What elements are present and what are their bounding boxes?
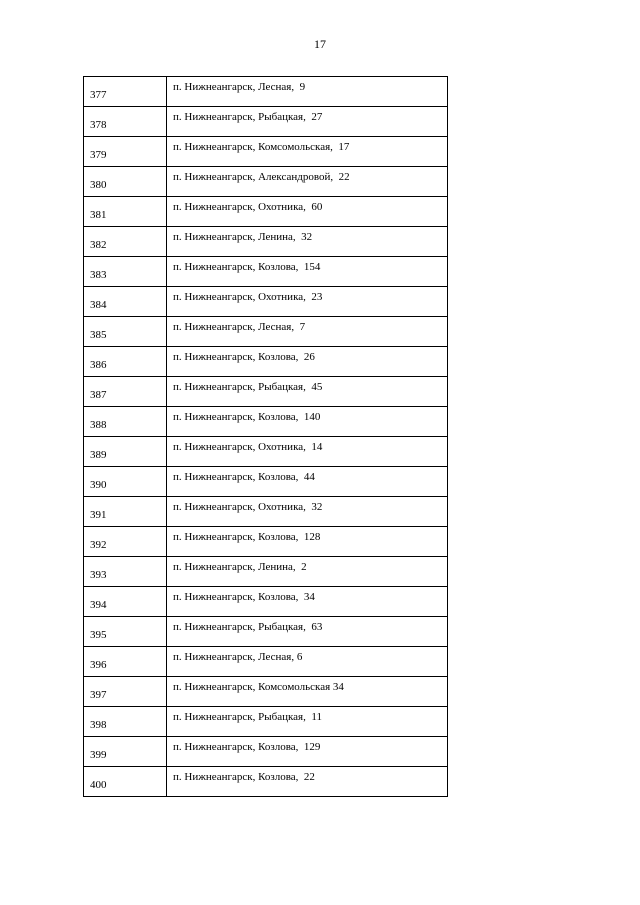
row-address: п. Нижнеангарск, Охотника, 60 bbox=[167, 197, 448, 227]
row-number: 395 bbox=[84, 617, 167, 647]
row-number: 381 bbox=[84, 197, 167, 227]
table-row bbox=[84, 107, 448, 137]
row-address: п. Нижнеангарск, Ленина, 2 bbox=[167, 557, 448, 587]
row-address: п. Нижнеангарск, Комсомольская 34 bbox=[167, 677, 448, 707]
address-table bbox=[83, 76, 448, 797]
row-number: 399 bbox=[84, 737, 167, 767]
row-number: 380 bbox=[84, 167, 167, 197]
table-row bbox=[84, 197, 448, 227]
table-row bbox=[84, 647, 448, 677]
row-number: 392 bbox=[84, 527, 167, 557]
row-address: п. Нижнеангарск, Рыбацкая, 27 bbox=[167, 107, 448, 137]
row-number: 382 bbox=[84, 227, 167, 257]
table-row bbox=[84, 467, 448, 497]
row-number: 377 bbox=[84, 77, 167, 107]
table-row bbox=[84, 407, 448, 437]
row-number: 391 bbox=[84, 497, 167, 527]
row-number: 390 bbox=[84, 467, 167, 497]
table-row bbox=[84, 137, 448, 167]
table-row bbox=[84, 317, 448, 347]
table-row bbox=[84, 677, 448, 707]
table-row bbox=[84, 557, 448, 587]
row-address: п. Нижнеангарск, Козлова, 129 bbox=[167, 737, 448, 767]
table-row bbox=[84, 767, 448, 797]
row-address: п. Нижнеангарск, Охотника, 32 bbox=[167, 497, 448, 527]
row-number: 397 bbox=[84, 677, 167, 707]
row-number: 388 bbox=[84, 407, 167, 437]
table-row bbox=[84, 587, 448, 617]
row-number: 386 bbox=[84, 347, 167, 377]
row-number: 384 bbox=[84, 287, 167, 317]
table-row bbox=[84, 167, 448, 197]
table-row bbox=[84, 527, 448, 557]
row-number: 378 bbox=[84, 107, 167, 137]
table-row bbox=[84, 347, 448, 377]
row-address: п. Нижнеангарск, Рыбацкая, 45 bbox=[167, 377, 448, 407]
row-number: 394 bbox=[84, 587, 167, 617]
row-address: п. Нижнеангарск, Козлова, 128 bbox=[167, 527, 448, 557]
row-address: п. Нижнеангарск, Козлова, 26 bbox=[167, 347, 448, 377]
table-row bbox=[84, 737, 448, 767]
row-address: п. Нижнеангарск, Козлова, 22 bbox=[167, 767, 448, 797]
row-address: п. Нижнеангарск, Лесная, 7 bbox=[167, 317, 448, 347]
row-address: п. Нижнеангарск, Козлова, 140 bbox=[167, 407, 448, 437]
row-address: п. Нижнеангарск, Козлова, 34 bbox=[167, 587, 448, 617]
row-address: п. Нижнеангарск, Ленина, 32 bbox=[167, 227, 448, 257]
row-address: п. Нижнеангарск, Козлова, 44 bbox=[167, 467, 448, 497]
row-address: п. Нижнеангарск, Козлова, 154 bbox=[167, 257, 448, 287]
table-row bbox=[84, 437, 448, 467]
row-address: п. Нижнеангарск, Рыбацкая, 63 bbox=[167, 617, 448, 647]
table-row bbox=[84, 77, 448, 107]
row-number: 400 bbox=[84, 767, 167, 797]
row-address: п. Нижнеангарск, Охотника, 23 bbox=[167, 287, 448, 317]
table-row bbox=[84, 227, 448, 257]
row-number: 385 bbox=[84, 317, 167, 347]
table-row bbox=[84, 287, 448, 317]
row-address: п. Нижнеангарск, Комсомольская, 17 bbox=[167, 137, 448, 167]
row-number: 396 bbox=[84, 647, 167, 677]
row-address: п. Нижнеангарск, Александровой, 22 bbox=[167, 167, 448, 197]
table-row bbox=[84, 617, 448, 647]
page-number: 17 bbox=[314, 37, 326, 51]
row-address: п. Нижнеангарск, Охотника, 14 bbox=[167, 437, 448, 467]
row-number: 393 bbox=[84, 557, 167, 587]
row-number: 398 bbox=[84, 707, 167, 737]
table-row bbox=[84, 497, 448, 527]
address-table-body bbox=[84, 77, 448, 797]
row-address: п. Нижнеангарск, Лесная, 6 bbox=[167, 647, 448, 677]
row-number: 383 bbox=[84, 257, 167, 287]
row-address: п. Нижнеангарск, Рыбацкая, 11 bbox=[167, 707, 448, 737]
row-number: 387 bbox=[84, 377, 167, 407]
table-row bbox=[84, 707, 448, 737]
row-number: 379 bbox=[84, 137, 167, 167]
row-address: п. Нижнеангарск, Лесная, 9 bbox=[167, 77, 448, 107]
table-row bbox=[84, 377, 448, 407]
row-number: 389 bbox=[84, 437, 167, 467]
table-row bbox=[84, 257, 448, 287]
